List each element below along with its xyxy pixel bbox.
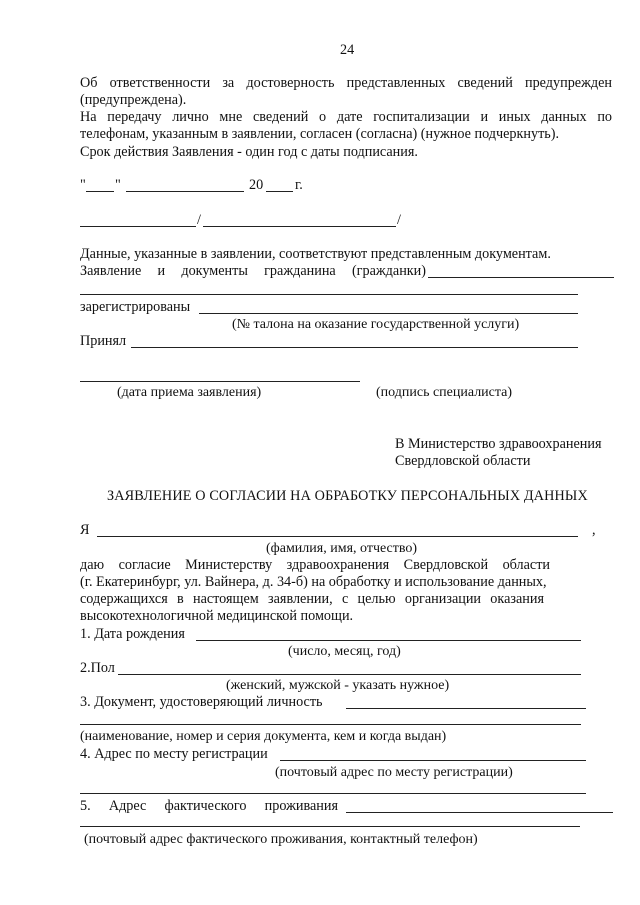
registration-address-field[interactable]	[280, 760, 586, 761]
addressee-line-1: В Министерство здравоохранения	[395, 436, 602, 452]
signature-name-field[interactable]	[203, 226, 396, 227]
citizen-documents-field-2[interactable]	[80, 294, 578, 295]
sex-label: 2.Пол	[80, 660, 115, 676]
sex-caption: (женский, мужской - указать нужное)	[226, 678, 450, 693]
signature-field[interactable]	[80, 226, 196, 227]
verification-line: Данные, указанные в заявлении, соответствуют представленным документам.	[80, 246, 551, 262]
consent-phone-line-1: На передачу лично мне сведений о дате госпитализации и иных данных по	[80, 109, 612, 125]
liability-line-2: (предупреждена).	[80, 92, 187, 108]
date-day-field[interactable]	[86, 191, 114, 192]
actual-address-label: 5. Адрес фактического проживания	[80, 798, 338, 814]
identity-doc-caption: (наименование, номер и серия документа, кем и когда выдан)	[80, 729, 447, 744]
full-name-field[interactable]	[97, 536, 578, 537]
validity-line: Срок действия Заявления - один год с даты подписания.	[80, 144, 418, 160]
date-month-field[interactable]	[126, 191, 244, 192]
actual-address-field-2[interactable]	[80, 826, 580, 827]
date-year-prefix: 20	[249, 177, 264, 193]
addressee-line-2: Свердловской области	[395, 453, 531, 469]
registration-address-label: 4. Адрес по месту регистрации	[80, 746, 268, 762]
date-year-suffix: г.	[295, 177, 303, 193]
acceptance-date-caption: (дата приема заявления)	[117, 385, 262, 400]
registration-address-field-2[interactable]	[80, 793, 586, 794]
signature-slash-1: /	[197, 212, 201, 228]
consent-text-line-4: высокотехнологичной медицинской помощи.	[80, 608, 354, 624]
acceptance-date-field[interactable]	[80, 381, 360, 382]
talon-caption: (№ талона на оказание государственной услуги)	[232, 317, 520, 332]
accepted-label: Принял	[80, 333, 127, 349]
citizen-documents-field[interactable]	[428, 277, 614, 278]
identity-doc-label: 3. Документ, удостоверяющий личность	[80, 694, 323, 710]
actual-address-caption: (почтовый адрес фактического проживания, контактный телефон)	[84, 832, 478, 847]
actual-address-field[interactable]	[346, 812, 613, 813]
talon-number-field[interactable]	[199, 313, 578, 314]
date-close-quote: "	[115, 177, 121, 193]
consent-phone-line-2: телефонам, указанным в заявлении, согласен (согласна) (нужное подчеркнуть).	[80, 126, 560, 142]
citizen-documents-label: Заявление и документы гражданина (гражданки)	[80, 263, 426, 279]
consent-text-line-3: содержащихся в настоящем заявлении, с целью организации оказания	[80, 591, 544, 607]
liability-line-1: Об ответственности за достоверность представленных сведений предупрежден	[80, 75, 612, 91]
i-label: Я	[80, 522, 90, 538]
sex-field[interactable]	[118, 674, 581, 675]
identity-doc-field-2[interactable]	[80, 724, 581, 725]
birth-date-label: 1. Дата рождения	[80, 626, 185, 642]
date-year-field[interactable]	[266, 191, 293, 192]
birth-date-caption: (число, месяц, год)	[288, 644, 401, 659]
consent-text-line-1: даю согласие Министерству здравоохранения Свердловской области	[80, 557, 550, 573]
accepted-field[interactable]	[131, 347, 578, 348]
full-name-caption: (фамилия, имя, отчество)	[266, 541, 418, 556]
document-title: ЗАЯВЛЕНИЕ О СОГЛАСИИ НА ОБРАБОТКУ ПЕРСОНАЛЬНЫХ ДАННЫХ	[107, 488, 588, 504]
specialist-sign-caption: (подпись специалиста)	[376, 385, 513, 400]
registration-address-caption: (почтовый адрес по месту регистрации)	[275, 765, 513, 780]
page-number: 24	[340, 42, 355, 58]
full-name-comma: ,	[592, 522, 596, 538]
date-open-quote: "	[80, 177, 86, 193]
signature-slash-2: /	[397, 212, 401, 228]
identity-doc-field[interactable]	[346, 708, 586, 709]
birth-date-field[interactable]	[196, 640, 581, 641]
registered-label: зарегистрированы	[80, 299, 191, 315]
consent-text-line-2: (г. Екатеринбург, ул. Вайнера, д. 34-б) на обработку и использование данных,	[80, 574, 547, 590]
